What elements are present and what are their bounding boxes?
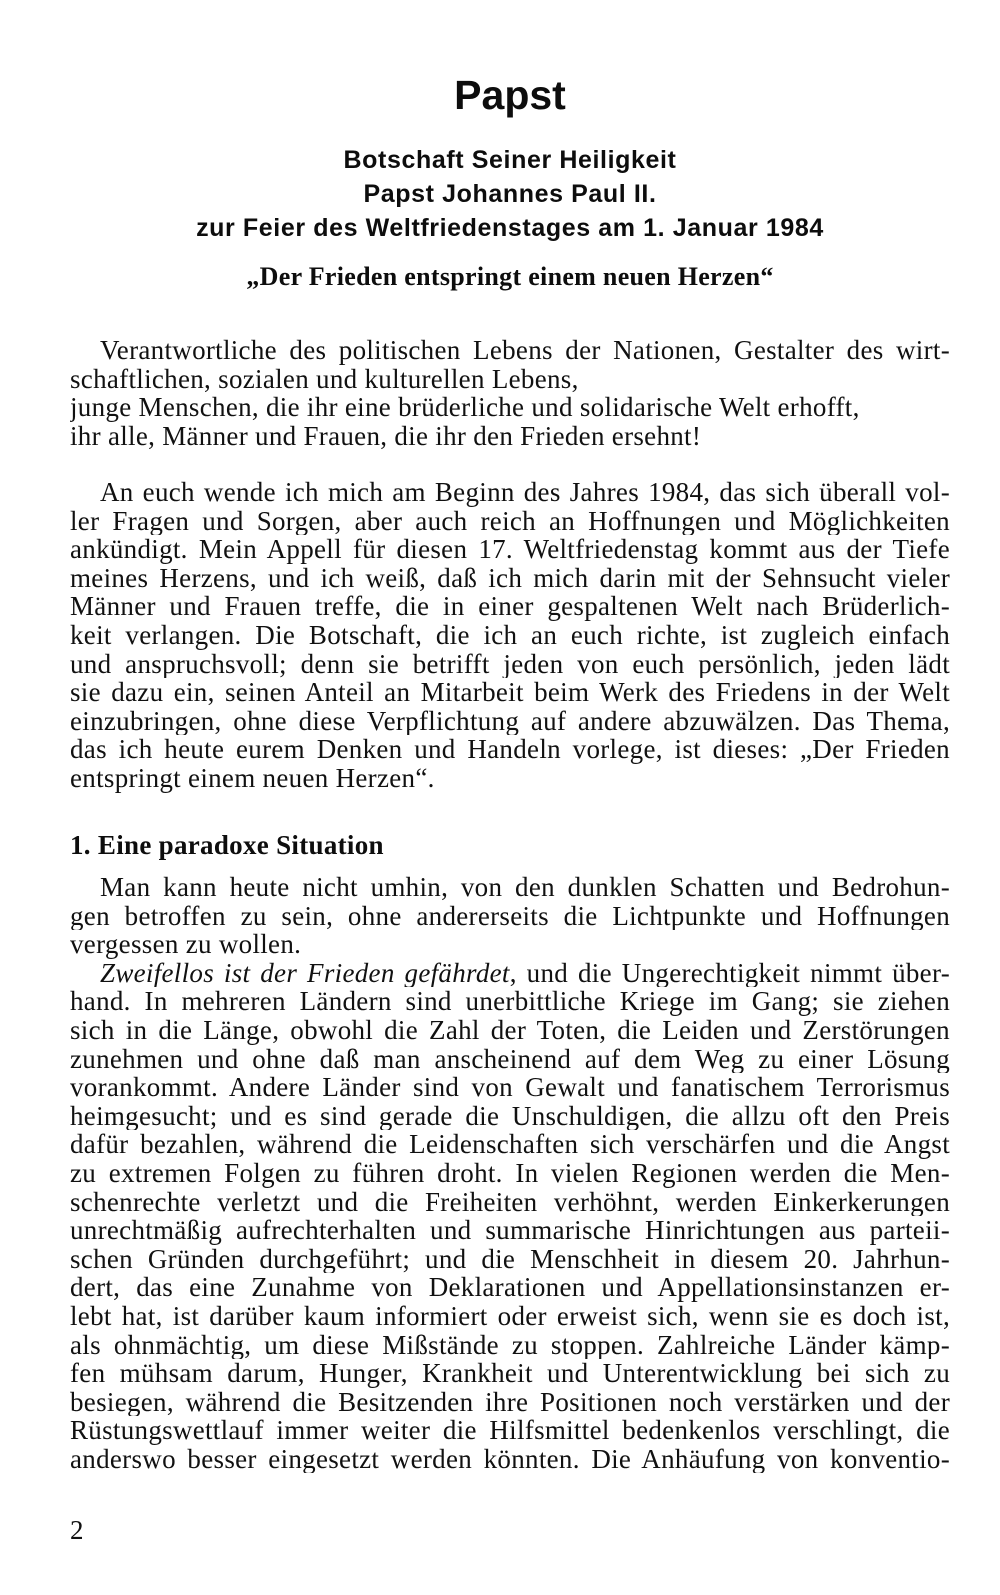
- text-line: anderswo besser eingesetzt werden könnten. Die Anhäufung von konventio-: [70, 1444, 950, 1474]
- italic-phrase: Zweifellos ist der Frieden gefährdet: [100, 958, 510, 988]
- text-line: sie dazu ein, seinen Anteil an Mitarbeit beim Werk des Friedens in der Welt: [70, 678, 950, 707]
- text-line: und anspruchsvoll; denn sie betrifft jeden von euch persönlich, jeden lädt: [70, 649, 950, 679]
- text-line: lebt hat, ist darüber kaum informiert oder erweist sich, wenn sie es doch ist,: [70, 1301, 950, 1331]
- text-line: schen Gründen durchgeführt; und die Menschheit in diesem 20. Jahrhun-: [70, 1244, 950, 1274]
- text-line: besiegen, während die Besitzenden ihre Positionen noch verstärken und der: [70, 1387, 950, 1417]
- text-line: als ohnmächtig, um diese Mißstände zu stoppen. Zahlreiche Länder kämp-: [70, 1330, 950, 1360]
- text-line: sich in die Länge, obwohl die Zahl der Toten, die Leiden und Zerstörungen: [70, 1015, 950, 1045]
- text-line: vorankommt. Andere Länder sind von Gewalt und fanatischem Terrorismus: [70, 1073, 950, 1102]
- text-line: fen mühsam darum, Hunger, Krankheit und Unterentwicklung bei sich zu: [70, 1359, 950, 1388]
- text-line: gen betroffen zu sein, ohne andererseits die Lichtpunkte und Hoffnungen: [70, 901, 950, 931]
- section-heading: 1. Eine paradoxe Situation: [70, 831, 384, 860]
- intro-paragraph-2: [70, 478, 950, 793]
- message-motto: „Der Frieden entspringt einem neuen Herzen“: [246, 262, 774, 291]
- text-line: [70, 959, 950, 988]
- text-line: zunehmen und ohne daß man anscheinend auf dem Weg zu einer Lösung: [70, 1044, 950, 1074]
- text-line: ihr alle, Männer und Frauen, die ihr den Frieden ersehnt!: [70, 421, 702, 451]
- intro-paragraph-1: [70, 336, 950, 450]
- subtitle-line: zur Feier des Weltfriedenstages am 1. Januar 1984: [196, 214, 824, 242]
- text-line: hand. In mehreren Ländern sind unerbittliche Kriege im Gang; sie ziehen: [70, 987, 950, 1016]
- text-line: meines Herzens, und ich weiß, daß ich mich darin mit der Sehnsucht vieler: [70, 563, 950, 593]
- text-line: unrechtmäßig aufrechterhalten und summarische Hinrichtungen aus parteii-: [70, 1216, 950, 1245]
- page-title: Papst: [454, 72, 566, 118]
- text-line: zu extremen Folgen zu führen droht. In vielen Regionen werden die Men-: [70, 1158, 950, 1188]
- text-line: schenrechte verletzt und die Freiheiten verhöhnt, werden Einkerkerungen: [70, 1187, 950, 1217]
- section-1-body: [70, 873, 950, 1473]
- text-line: Rüstungswettlauf immer weiter die Hilfsmittel bedenkenlos verschlingt, die: [70, 1416, 950, 1445]
- subtitle-line: Papst Johannes Paul II.: [363, 180, 657, 208]
- text-line: Männer und Frauen treffe, die in einer gespaltenen Welt nach Brüderlich-: [70, 592, 950, 621]
- text-line: ler Fragen und Sorgen, aber auch reich an Hoffnungen und Möglichkeiten: [70, 506, 950, 536]
- text-line: keit verlangen. Die Botschaft, die ich an euch richte, ist zugleich einfach: [70, 620, 950, 650]
- text-line: junge Menschen, die ihr eine brüderliche und solidarische Welt erhofft,: [70, 393, 860, 422]
- text-line: einzubringen, ohne diese Verpflichtung auf andere abzuwälzen. Das Thema,: [70, 706, 950, 736]
- subtitle-block: [70, 143, 950, 245]
- text-line: vergessen zu wollen.: [70, 930, 302, 959]
- text-line: Man kann heute nicht umhin, von den dunklen Schatten und Bedrohun-: [100, 873, 950, 902]
- text-line: Verantwortliche des politischen Lebens der Nationen, Gestalter des wirt-: [100, 336, 950, 365]
- text-line: dafür bezahlen, während die Leidenschaften sich verschärfen und die Angst: [70, 1130, 950, 1159]
- subtitle-line: Botschaft Seiner Heiligkeit: [343, 146, 677, 174]
- text-line: heimgesucht; und es sind gerade die Unschuldigen, die allzu oft den Preis: [70, 1101, 950, 1131]
- text-line: entspringt einem neuen Herzen“.: [70, 763, 435, 793]
- text-line: dert, das eine Zunahme von Deklarationen und Appellationsinstanzen er-: [70, 1273, 950, 1302]
- text-line: ankündigt. Mein Appell für diesen 17. Weltfriedenstag kommt aus der Tiefe: [70, 535, 950, 564]
- text-line: An euch wende ich mich am Beginn des Jahres 1984, das sich überall vol-: [100, 478, 950, 507]
- page-number: 2: [70, 1515, 84, 1545]
- text-line-rest: , und die Ungerechtigkeit nimmt über-: [509, 958, 950, 988]
- text-line: das ich heute eurem Denken und Handeln vorlege, ist dieses: „Der Frieden: [70, 735, 950, 764]
- text-line: schaftlichen, sozialen und kulturellen Lebens,: [70, 364, 579, 394]
